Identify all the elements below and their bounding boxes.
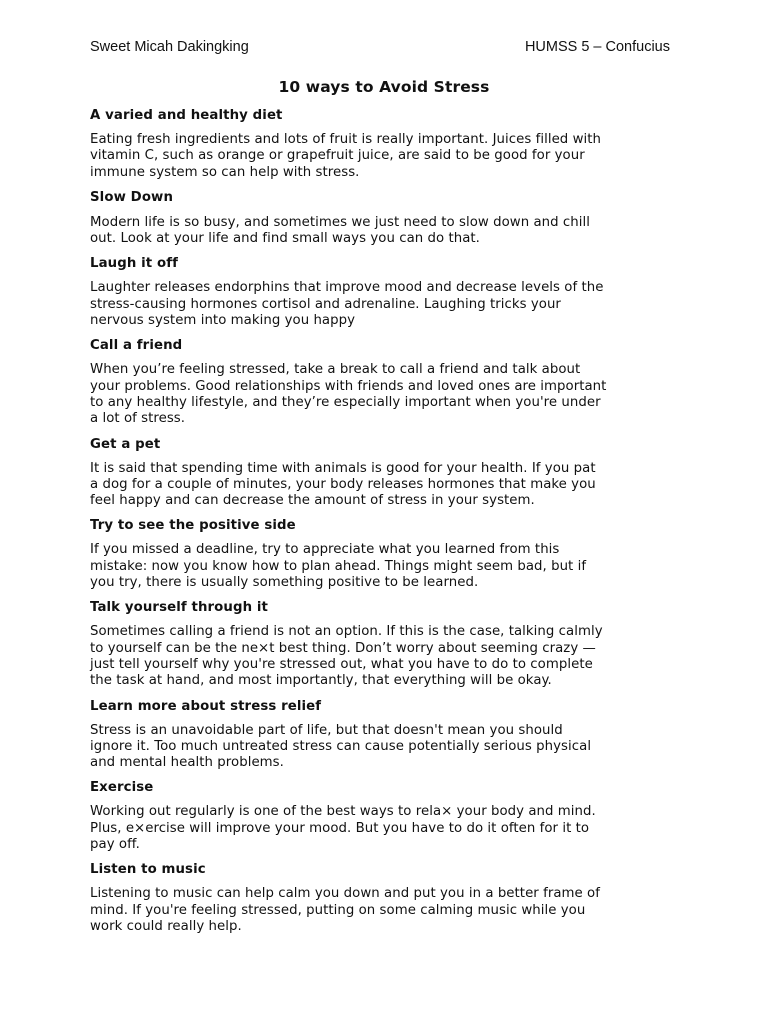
paragraph-line: and mental health problems. bbox=[90, 755, 284, 771]
paragraph-line: your problems. Good relationships with friends and loved ones are important bbox=[90, 378, 607, 394]
paragraph-line: Sometimes calling a friend is not an option. If this is the case, talking calmly bbox=[90, 624, 603, 640]
paragraph-line: feel happy and can decrease the amount of stress in your system. bbox=[90, 493, 535, 509]
tip-section bbox=[90, 861, 690, 935]
tip-heading: Try to see the positive side bbox=[90, 518, 296, 534]
tip-paragraph bbox=[90, 886, 690, 935]
tip-section bbox=[90, 517, 690, 591]
tip-heading: Exercise bbox=[90, 780, 154, 796]
paragraph-line: you try, there is usually something positive to be learned. bbox=[90, 575, 479, 591]
tip-heading: Slow Down bbox=[90, 189, 174, 205]
paragraph-line: out. Look at your life and find small ways you can do that. bbox=[90, 231, 480, 247]
tip-section bbox=[90, 599, 690, 689]
paragraph-line: When you’re feeling stressed, take a break to call a friend and talk about bbox=[90, 362, 581, 378]
paragraph-line: Modern life is so busy, and sometimes we just need to slow down and chill bbox=[90, 214, 590, 230]
paragraph-line: a dog for a couple of minutes, your body releases hormones that make you bbox=[90, 476, 596, 492]
paragraph-line: Stress is an unavoidable part of life, but that doesn't mean you should bbox=[90, 722, 563, 738]
paragraph-line: just tell yourself why you're stressed out, what you have to do to complete bbox=[90, 656, 593, 672]
paragraph-line: mistake: now you know how to plan ahead. Things might seem bad, but if bbox=[90, 558, 587, 574]
document-body bbox=[90, 107, 690, 943]
tip-paragraph bbox=[90, 461, 690, 510]
paragraph-line: If you missed a deadline, try to appreciate what you learned from this bbox=[90, 542, 560, 558]
paragraph-line: It is said that spending time with animals is good for your health. If you pat bbox=[90, 460, 596, 476]
tip-heading: Learn more about stress relief bbox=[90, 698, 322, 714]
document-title: 10 ways to Avoid Stress bbox=[278, 78, 490, 96]
paragraph-line: Plus, e×ercise will improve your mood. But you have to do it often for it to bbox=[90, 820, 590, 836]
paragraph-line: to yourself can be the ne×t best thing. Don’t worry about seeming crazy — bbox=[90, 640, 596, 656]
tip-heading: Talk yourself through it bbox=[90, 600, 268, 616]
tip-heading: Listen to music bbox=[90, 862, 206, 878]
class-section: HUMSS 5 – Confucius bbox=[524, 39, 670, 55]
paragraph-line: Eating fresh ingredients and lots of fruit is really important. Juices filled with bbox=[90, 132, 601, 147]
paragraph-line: vitamin C, such as orange or grapefruit juice, are said to be good for your bbox=[90, 148, 585, 164]
tip-section bbox=[90, 255, 690, 329]
paragraph-line: Listening to music can help calm you down and put you in a better frame of bbox=[90, 886, 600, 902]
tip-paragraph bbox=[90, 723, 690, 772]
paragraph-line: immune system so can help with stress. bbox=[90, 164, 360, 180]
paragraph-line: the task at hand, and most importantly, that everything will be okay. bbox=[90, 673, 552, 689]
paragraph-line: nervous system into making you happy bbox=[90, 313, 356, 329]
paragraph-line: ignore it. Too much untreated stress can cause potentially serious physical bbox=[90, 738, 592, 754]
paragraph-line: Working out regularly is one of the best ways to rela× your body and mind. bbox=[90, 804, 596, 820]
paragraph-line: work could really help. bbox=[90, 918, 242, 934]
paragraph-line: mind. If you're feeling stressed, putting on some calming music while you bbox=[90, 902, 586, 918]
paragraph-line: to any healthy lifestyle, and they’re especially important when you're under bbox=[90, 394, 601, 410]
paragraph-line: Laughter releases endorphins that improve mood and decrease levels of the bbox=[90, 280, 604, 296]
tip-paragraph bbox=[90, 624, 690, 689]
page-header bbox=[90, 39, 670, 59]
tip-section bbox=[90, 107, 690, 181]
tip-section bbox=[90, 698, 690, 772]
tip-paragraph bbox=[90, 215, 690, 248]
tip-heading: Get a pet bbox=[90, 436, 161, 452]
tip-section bbox=[90, 189, 690, 248]
paragraph-line: pay off. bbox=[90, 837, 140, 853]
tip-paragraph bbox=[90, 362, 690, 427]
tip-paragraph bbox=[90, 542, 690, 591]
tip-paragraph bbox=[90, 804, 690, 853]
tip-heading: Laugh it off bbox=[90, 256, 178, 272]
tip-paragraph bbox=[90, 280, 690, 329]
author-name: Sweet Micah Dakingking bbox=[90, 39, 249, 55]
paragraph-line: a lot of stress. bbox=[90, 411, 186, 427]
tip-section bbox=[90, 337, 690, 427]
paragraph-line: stress-causing hormones cortisol and adrenaline. Laughing tricks your bbox=[90, 296, 561, 312]
tip-heading: A varied and healthy diet bbox=[90, 108, 283, 123]
tip-paragraph bbox=[90, 132, 690, 181]
tip-section bbox=[90, 779, 690, 853]
tip-section bbox=[90, 436, 690, 510]
tip-heading: Call a friend bbox=[90, 338, 183, 354]
